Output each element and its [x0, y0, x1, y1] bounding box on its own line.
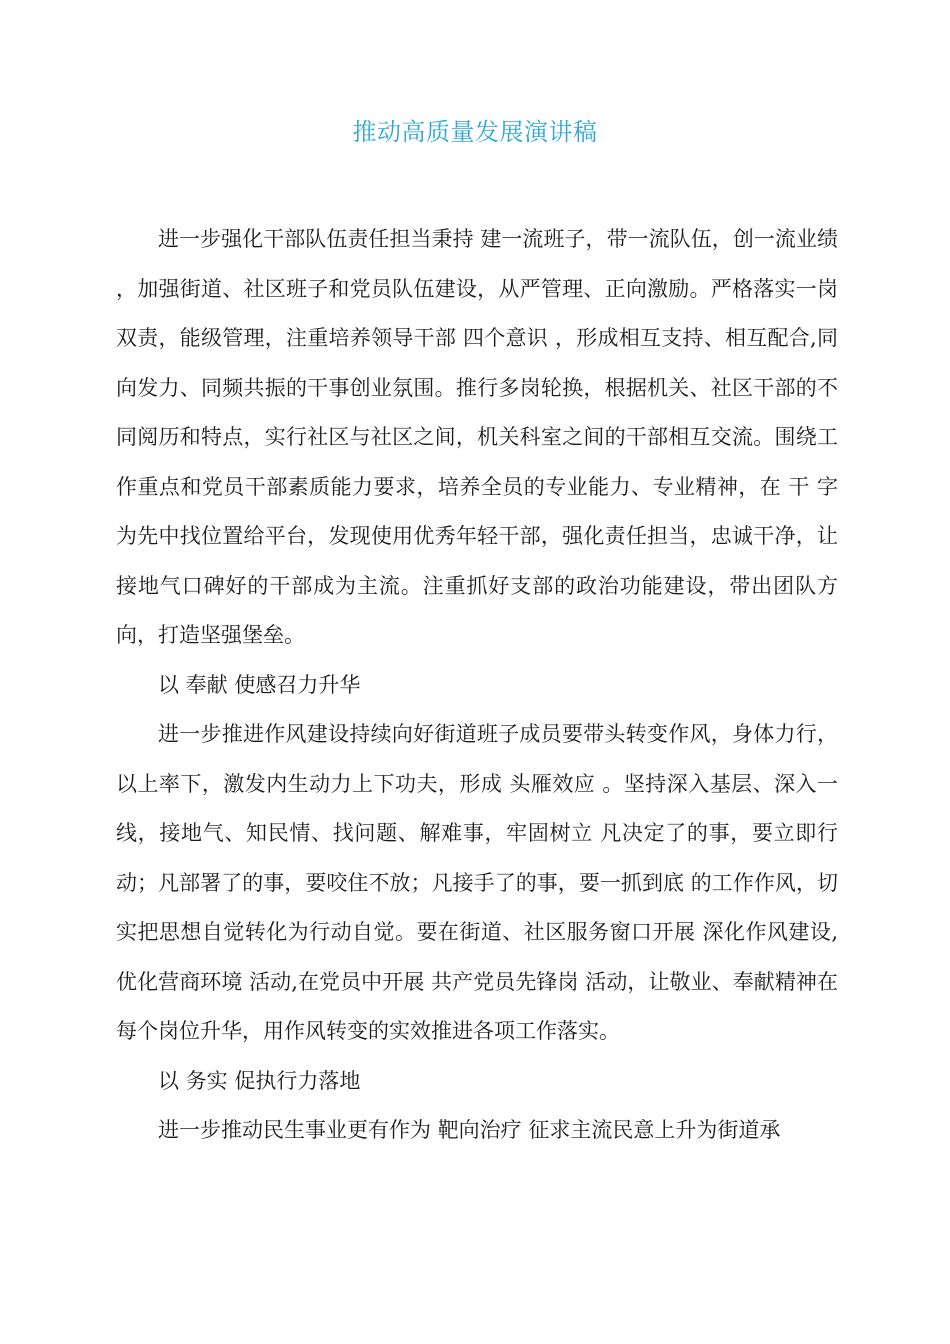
paragraph-cadre-responsibility: 进一步强化干部队伍责任担当秉持 建一流班子，带一流队伍，创一流业绩 ，加强街道、社区班子和党员队伍建设，从严管理、正向激励。严格落实一岗双责，能级管理，注重培养领导干部 四个意识 ，形成相互支持、相互配合,同向发力、同频共振的干事创业氛围。推行多岗轮换，根据机关、社区干部的不同阅历和特点，实行社区与社区之间，机关科室之间的干部相互交流。围绕工作重点和党员干部素质能力要求，培养全员的专业能力、专业精神，在 干 字为先中找位置给平台，发现使用优秀年轻干部，强化责任担当，忠诚干净，让接地气口碑好的干部成为主流。注重抓好支部的政治功能建设，带出团队方向，打造坚强堡垒。: [116, 227, 838, 647]
document-body: [116, 215, 838, 1156]
paragraph-livelihood: 进一步推动民生事业更有作为 靶向治疗 征求主流民意上升为街道承: [158, 1118, 781, 1142]
paragraph-work-style: 进一步推进作风建设持续向好街道班子成员要带头转变作风，身体力行，以上率下，激发内生动力上下功夫，形成 头雁效应 。坚持深入基层、深入一线，接地气、知民情、找问题、解难事，牢固树立 凡决定了的事，要立即行动；凡部署了的事，要咬住不放；凡接手了的事，要一抓到底 的工作作风，切实把思想自觉转化为行动自觉。要在街道、社区服务窗口开展 深化作风建设,优化营商环境 活动,在党员中开展 共产党员先锋岗 活动，让敬业、奉献精神在每个岗位升华，用作风转变的实效推进各项工作落实。: [116, 722, 838, 1043]
section-heading-dedication: 以 奉献 使感召力升华: [158, 672, 361, 697]
document-title: 推动高质量发展演讲稿: [352, 118, 598, 146]
section-heading-pragmatism: 以 务实 促执行力落地: [158, 1068, 361, 1093]
